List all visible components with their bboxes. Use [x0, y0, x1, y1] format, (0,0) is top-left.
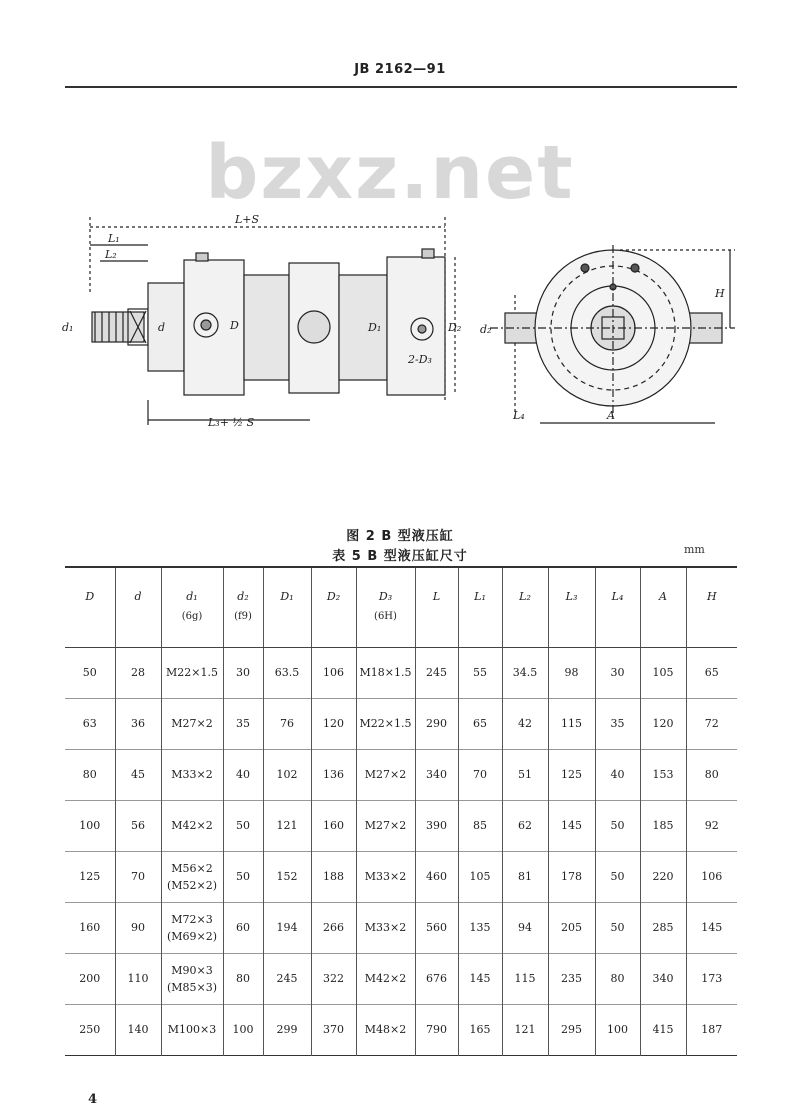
cell-text: 125 — [561, 768, 582, 781]
cell-text: 152 — [276, 870, 298, 883]
cell-text: 173 — [701, 972, 723, 985]
cell-text: 40 — [236, 768, 250, 781]
table-cell — [458, 1004, 502, 1055]
table-cell — [415, 800, 458, 851]
label-L4: L₄ — [513, 409, 525, 422]
table-cell — [223, 953, 263, 1004]
table-cell — [548, 800, 595, 851]
cell-text: 65 — [473, 717, 487, 730]
table-cell — [311, 953, 356, 1004]
table-cell — [115, 647, 161, 698]
table-cell — [311, 1004, 356, 1055]
cell-text: 70 — [131, 870, 145, 883]
table-cell — [263, 698, 311, 749]
table-cell — [640, 851, 686, 902]
cell-text: 125 — [79, 870, 101, 883]
column-header — [686, 567, 737, 647]
table-cell — [115, 851, 161, 902]
cell-text: 50 — [610, 921, 625, 934]
cell-text: 115 — [514, 972, 536, 985]
column-symbol: d₂ — [237, 590, 249, 603]
column-header — [161, 567, 223, 647]
cell-text: 92 — [704, 819, 719, 832]
column-symbol: d₁ — [186, 590, 198, 603]
cell-text: M48×2 — [364, 1023, 407, 1036]
cell-text: 415 — [652, 1023, 674, 1036]
table-cell — [356, 851, 415, 902]
table-cell — [161, 749, 223, 800]
table-cell — [640, 647, 686, 698]
table-cell — [686, 800, 737, 851]
cell-text: 70 — [473, 768, 487, 781]
table-cell — [595, 902, 640, 953]
column-header — [263, 567, 311, 647]
cell-text: 80 — [82, 768, 97, 781]
cell-text: 106 — [701, 870, 723, 883]
cell-text: 121 — [276, 819, 298, 832]
cell-text: 63 — [82, 717, 97, 730]
cell-text: 290 — [426, 717, 447, 730]
cell-text: 100 — [232, 1023, 254, 1036]
cell-text: 80 — [704, 768, 719, 781]
cell-text: 105 — [652, 666, 674, 679]
cell-text: 460 — [426, 870, 447, 883]
cell-text: M33×2 — [364, 921, 407, 934]
cell-text: 30 — [610, 666, 625, 679]
cell-text: M27×2 — [171, 717, 213, 730]
cell-text: 245 — [276, 972, 298, 985]
table-cell — [686, 698, 737, 749]
table-cell — [640, 800, 686, 851]
table-cell — [640, 1004, 686, 1055]
table-row — [65, 800, 737, 851]
cell-text: 340 — [652, 972, 674, 985]
table-cell — [548, 902, 595, 953]
cell-text: 220 — [652, 870, 674, 883]
cell-text: M27×2 — [364, 819, 407, 832]
cell-text: 30 — [236, 666, 250, 679]
cell-text: M33×2 — [364, 870, 407, 883]
table-cell — [458, 953, 502, 1004]
table-cell — [65, 698, 115, 749]
cell-text: 187 — [701, 1023, 723, 1036]
table-cell — [311, 902, 356, 953]
cell-text: 185 — [652, 819, 674, 832]
table-cell — [458, 800, 502, 851]
column-symbol: L₄ — [611, 590, 624, 603]
table-cell — [65, 851, 115, 902]
table-cell — [223, 902, 263, 953]
table-cell — [458, 851, 502, 902]
cell-text: 235 — [561, 972, 582, 985]
table-cell — [311, 800, 356, 851]
cell-text: 76 — [280, 717, 294, 730]
table-row — [65, 749, 737, 800]
cell-text: M56×2 — [171, 861, 213, 875]
table-cell — [502, 698, 548, 749]
label-bore-D: D — [230, 319, 239, 332]
cell-text: 160 — [323, 819, 344, 832]
table-cell — [548, 749, 595, 800]
cell-text: M42×2 — [364, 972, 407, 985]
table-cell — [595, 749, 640, 800]
label-d: d — [158, 321, 166, 334]
label-D1: D₁ — [368, 321, 382, 334]
table-cell — [65, 1004, 115, 1055]
table-cell — [65, 953, 115, 1004]
table-cell — [161, 698, 223, 749]
cell-text: 102 — [276, 768, 298, 781]
cell-text: M90×3 — [171, 963, 213, 977]
cell-text: M27×2 — [364, 768, 407, 781]
column-symbol: A — [659, 590, 667, 603]
table-cell — [686, 1004, 737, 1055]
column-header — [356, 567, 415, 647]
cell-text: 81 — [518, 870, 532, 883]
table-cell — [686, 953, 737, 1004]
table-cell — [640, 953, 686, 1004]
column-header — [115, 567, 161, 647]
table-cell — [263, 1004, 311, 1055]
table-cell — [65, 647, 115, 698]
column-symbol: D — [85, 590, 95, 603]
table-cell — [595, 647, 640, 698]
table-cell — [595, 1004, 640, 1055]
dimension-table — [65, 566, 737, 1056]
cell-text: 560 — [426, 921, 447, 934]
cell-text: 65 — [704, 666, 719, 679]
cell-text: 299 — [276, 1023, 298, 1036]
figure-caption: 图 2 B 型液压缸 — [346, 529, 454, 544]
cell-text: 50 — [236, 870, 250, 883]
table-cell — [502, 647, 548, 698]
column-symbol: L₂ — [519, 590, 531, 603]
table-cell — [223, 698, 263, 749]
cell-text: 50 — [236, 819, 250, 832]
table-cell — [548, 953, 595, 1004]
cell-text: 115 — [561, 717, 582, 730]
cell-text: 72 — [704, 717, 719, 730]
table-cell — [686, 851, 737, 902]
table-cell — [502, 749, 548, 800]
cell-text: 140 — [127, 1023, 149, 1036]
table-cell — [356, 953, 415, 1004]
column-header — [548, 567, 595, 647]
label-l2: L₂ — [105, 248, 117, 261]
table-cell — [161, 647, 223, 698]
table-cell — [115, 953, 161, 1004]
table-body — [65, 647, 737, 1055]
column-header — [65, 567, 115, 647]
table-cell — [311, 749, 356, 800]
table-cell — [356, 1004, 415, 1055]
cell-text: 34.5 — [512, 666, 538, 679]
table-cell — [115, 800, 161, 851]
cell-text: M22×1.5 — [359, 717, 412, 730]
cell-text: 145 — [701, 921, 723, 934]
standard-code: JB 2162—91 — [354, 62, 446, 77]
cell-text: 160 — [79, 921, 101, 934]
table-cell — [223, 851, 263, 902]
table-cell — [263, 902, 311, 953]
table-cell — [595, 953, 640, 1004]
table-cell — [223, 800, 263, 851]
table-cell — [161, 953, 223, 1004]
table-cell — [263, 647, 311, 698]
cell-text: 266 — [323, 921, 344, 934]
label-total-length: L+S — [235, 213, 260, 226]
cell-text: 295 — [561, 1023, 582, 1036]
table-cell — [415, 647, 458, 698]
cell-text: 98 — [564, 666, 579, 679]
cell-text: 63.5 — [274, 666, 300, 679]
table-cell — [686, 902, 737, 953]
table-cell — [263, 800, 311, 851]
column-header — [595, 567, 640, 647]
table-cell — [161, 800, 223, 851]
page-number: 4 — [88, 1092, 98, 1107]
column-symbol: L₁ — [474, 590, 486, 603]
table-cell — [502, 1004, 548, 1055]
table-cell — [161, 851, 223, 902]
column-header — [311, 567, 356, 647]
cell-text: 205 — [561, 921, 582, 934]
cell-text: 390 — [426, 819, 447, 832]
cell-text: 340 — [426, 768, 447, 781]
cell-text: 100 — [607, 1023, 628, 1036]
cell-text: 322 — [323, 972, 344, 985]
table-cell — [502, 902, 548, 953]
cell-text: 200 — [79, 972, 101, 985]
table-cell — [415, 953, 458, 1004]
table-cell — [458, 647, 502, 698]
table-cell — [115, 902, 161, 953]
table-cell — [640, 902, 686, 953]
label-A: A — [607, 409, 615, 422]
column-tolerance: (6g) — [181, 611, 203, 622]
cell-text: 790 — [426, 1023, 447, 1036]
cell-text: 55 — [473, 666, 487, 679]
cell-text: 285 — [652, 921, 674, 934]
cell-text: 60 — [236, 921, 250, 934]
column-tolerance: (f9) — [234, 611, 252, 622]
table-cell — [263, 953, 311, 1004]
table-cell — [115, 1004, 161, 1055]
cell-text: 56 — [131, 819, 145, 832]
table-row — [65, 851, 737, 902]
column-header — [458, 567, 502, 647]
table-cell — [223, 749, 263, 800]
watermark: bzxz.net — [205, 130, 575, 216]
table-cell — [223, 647, 263, 698]
table-cell — [548, 698, 595, 749]
table-cell — [65, 749, 115, 800]
table-cell — [502, 800, 548, 851]
table-cell — [458, 902, 502, 953]
cell-text: 178 — [561, 870, 582, 883]
column-symbol: D₃ — [378, 590, 393, 603]
cell-text: M22×1.5 — [166, 666, 218, 679]
table-cell — [356, 902, 415, 953]
cell-text: 110 — [127, 972, 149, 985]
table-cell — [415, 1004, 458, 1055]
table-row — [65, 1004, 737, 1055]
label-D2: D₂ — [448, 321, 462, 334]
cell-text: 245 — [426, 666, 447, 679]
table-header-row — [65, 567, 737, 647]
table-cell — [65, 902, 115, 953]
cell-text: 106 — [323, 666, 344, 679]
label-H: H — [715, 287, 725, 300]
table-cell — [595, 800, 640, 851]
table-cell — [356, 800, 415, 851]
cell-text: M42×2 — [171, 819, 213, 832]
label-port: 2-D₃ — [408, 353, 432, 366]
cell-text: 50 — [610, 870, 625, 883]
column-header — [415, 567, 458, 647]
cell-text: 136 — [323, 768, 344, 781]
table-caption: 表 5 B 型液压缸尺寸 — [332, 549, 468, 564]
column-header — [640, 567, 686, 647]
table-cell — [686, 647, 737, 698]
table-cell — [686, 749, 737, 800]
column-header — [223, 567, 263, 647]
column-header — [502, 567, 548, 647]
table-cell — [502, 851, 548, 902]
cell-text: 45 — [131, 768, 145, 781]
table-unit: mm — [684, 543, 705, 556]
cell-text: 36 — [131, 717, 145, 730]
table-row — [65, 647, 737, 698]
cell-text: 51 — [518, 768, 532, 781]
cell-text: 28 — [131, 666, 145, 679]
column-symbol: D₁ — [280, 590, 294, 603]
cell-text: 40 — [610, 768, 625, 781]
table-cell — [115, 698, 161, 749]
table-cell — [115, 749, 161, 800]
label-bottom-dim: L₃+ ½ S — [208, 416, 255, 429]
table-cell — [65, 800, 115, 851]
cell-text: 85 — [473, 819, 487, 832]
cell-text: 90 — [131, 921, 145, 934]
label-d2: d₂ — [480, 323, 492, 336]
column-symbol: L — [432, 590, 441, 603]
table-cell — [548, 647, 595, 698]
column-symbol: d — [134, 590, 142, 603]
table-cell — [415, 851, 458, 902]
table-cell — [223, 1004, 263, 1055]
cell-text: 80 — [610, 972, 625, 985]
cell-text: 105 — [469, 870, 491, 883]
table-cell — [415, 902, 458, 953]
cell-text: 35 — [236, 717, 250, 730]
cylinder-drawing — [50, 205, 740, 445]
column-symbol: L₃ — [565, 590, 578, 603]
cell-text: 100 — [79, 819, 101, 832]
cell-text: 35 — [610, 717, 625, 730]
cell-text: 80 — [236, 972, 250, 985]
cell-text: 121 — [514, 1023, 536, 1036]
table-cell — [640, 698, 686, 749]
cell-text: 250 — [79, 1023, 101, 1036]
column-tolerance: (6H) — [374, 611, 397, 622]
table-cell — [263, 851, 311, 902]
table-cell — [356, 647, 415, 698]
cell-text: 194 — [276, 921, 298, 934]
table-cell — [415, 749, 458, 800]
cell-text: (M52×2) — [166, 878, 218, 892]
cell-text: 42 — [518, 717, 532, 730]
table-cell — [311, 851, 356, 902]
table-cell — [311, 647, 356, 698]
table-cell — [161, 902, 223, 953]
cell-text: 188 — [323, 870, 344, 883]
cell-text: 145 — [469, 972, 491, 985]
label-d1: d₁ — [62, 321, 74, 334]
cell-text: 62 — [518, 819, 532, 832]
cell-text: 50 — [82, 666, 97, 679]
cell-text: 676 — [426, 972, 447, 985]
cell-text: M100×3 — [167, 1023, 217, 1036]
table-row — [65, 902, 737, 953]
cell-text: 145 — [561, 819, 582, 832]
table-cell — [356, 698, 415, 749]
cell-text: M72×3 — [171, 912, 213, 926]
table-cell — [640, 749, 686, 800]
table-cell — [415, 698, 458, 749]
cell-text: 153 — [652, 768, 674, 781]
table-cell — [595, 698, 640, 749]
table-cell — [311, 698, 356, 749]
table-cell — [458, 698, 502, 749]
cell-text: 120 — [652, 717, 674, 730]
table-cell — [548, 1004, 595, 1055]
cell-text: 370 — [323, 1023, 344, 1036]
cell-text: M18×1.5 — [359, 666, 412, 679]
label-l1: L₁ — [108, 232, 120, 245]
header-rule — [65, 86, 737, 88]
table-cell — [458, 749, 502, 800]
cell-text: (M69×2) — [166, 929, 218, 943]
table-cell — [263, 749, 311, 800]
cell-text: 135 — [469, 921, 491, 934]
table-cell — [548, 851, 595, 902]
table-cell — [502, 953, 548, 1004]
table-row — [65, 953, 737, 1004]
cell-text: (M85×3) — [166, 980, 218, 994]
column-symbol: D₂ — [326, 590, 341, 603]
table-cell — [161, 1004, 223, 1055]
table-cell — [356, 749, 415, 800]
table-cell — [595, 851, 640, 902]
cell-text: M33×2 — [171, 768, 213, 781]
cell-text: 94 — [518, 921, 532, 934]
table-row — [65, 698, 737, 749]
cell-text: 50 — [610, 819, 625, 832]
cell-text: 165 — [469, 1023, 491, 1036]
cell-text: 120 — [323, 717, 344, 730]
column-symbol: H — [706, 590, 717, 603]
